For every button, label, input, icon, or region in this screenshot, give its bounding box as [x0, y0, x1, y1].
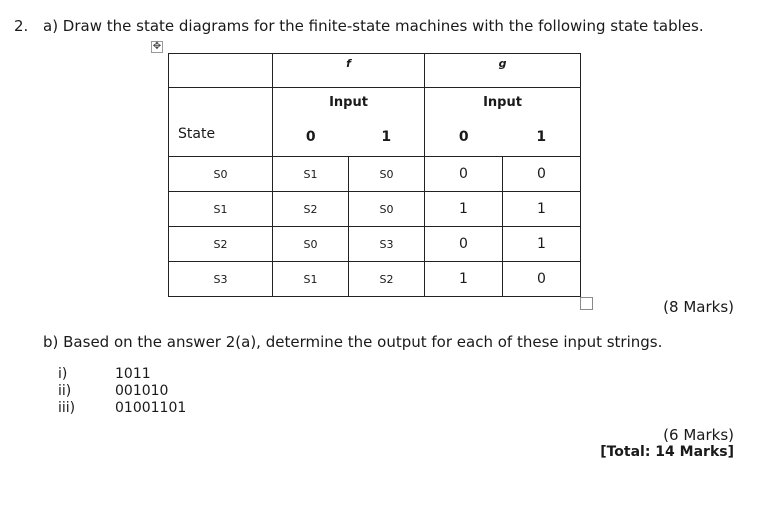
move-handle-icon[interactable]: ✥ [152, 41, 162, 52]
state-label: State [169, 88, 273, 157]
end-of-table-checkbox[interactable] [580, 297, 593, 310]
g-input-1: 1 [536, 129, 547, 145]
f1-cell: S0 [349, 192, 425, 227]
g1-cell: 0 [503, 157, 581, 192]
f-input-label: Input [329, 95, 368, 110]
g1-cell: 0 [503, 262, 581, 297]
g0-cell: 1 [425, 192, 503, 227]
table-row [169, 157, 581, 192]
table-corner [169, 54, 273, 88]
state-cell: S1 [169, 192, 273, 227]
state-table [168, 53, 581, 297]
f-input-0: 0 [305, 129, 316, 145]
state-cell: S0 [169, 157, 273, 192]
g-header: g [425, 54, 581, 88]
g-input-group [425, 88, 581, 157]
table-row [169, 262, 581, 297]
part-b-text: b) Based on the answer 2(a), determine the output for each of these input strings. [43, 333, 663, 351]
input-string: 001010 [115, 383, 169, 399]
f-input-1: 1 [381, 129, 392, 145]
f-input-group [273, 88, 425, 157]
table-row [169, 227, 581, 262]
list-numeral: ii) [58, 383, 72, 399]
part-a-marks: (8 Marks) [663, 298, 734, 316]
list-numeral: i) [58, 366, 68, 382]
f0-cell: S0 [273, 227, 349, 262]
input-strings-list [58, 366, 186, 417]
table-row [169, 192, 581, 227]
f0-cell: S1 [273, 262, 349, 297]
f1-cell: S3 [349, 227, 425, 262]
g-input-label: Input [483, 95, 522, 110]
g0-cell: 0 [425, 157, 503, 192]
part-a-text: a) Draw the state diagrams for the finite-state machines with the following state tables. [43, 17, 704, 35]
g0-cell: 0 [425, 227, 503, 262]
f0-cell: S1 [273, 157, 349, 192]
list-item [58, 366, 186, 383]
list-item [58, 400, 186, 417]
input-string: 1011 [115, 366, 151, 382]
g1-cell: 1 [503, 192, 581, 227]
g1-cell: 1 [503, 227, 581, 262]
g-input-0: 0 [458, 129, 469, 145]
state-cell: S2 [169, 227, 273, 262]
g0-cell: 1 [425, 262, 503, 297]
f0-cell: S2 [273, 192, 349, 227]
input-string: 01001101 [115, 400, 187, 416]
question-number: 2. [14, 17, 29, 35]
f1-cell: S2 [349, 262, 425, 297]
total-marks: [Total: 14 Marks] [600, 444, 734, 460]
f-header: f [273, 54, 425, 88]
part-b-marks: (6 Marks) [663, 426, 734, 444]
list-numeral: iii) [58, 400, 76, 416]
f1-cell: S0 [349, 157, 425, 192]
list-item [58, 383, 186, 400]
state-cell: S3 [169, 262, 273, 297]
